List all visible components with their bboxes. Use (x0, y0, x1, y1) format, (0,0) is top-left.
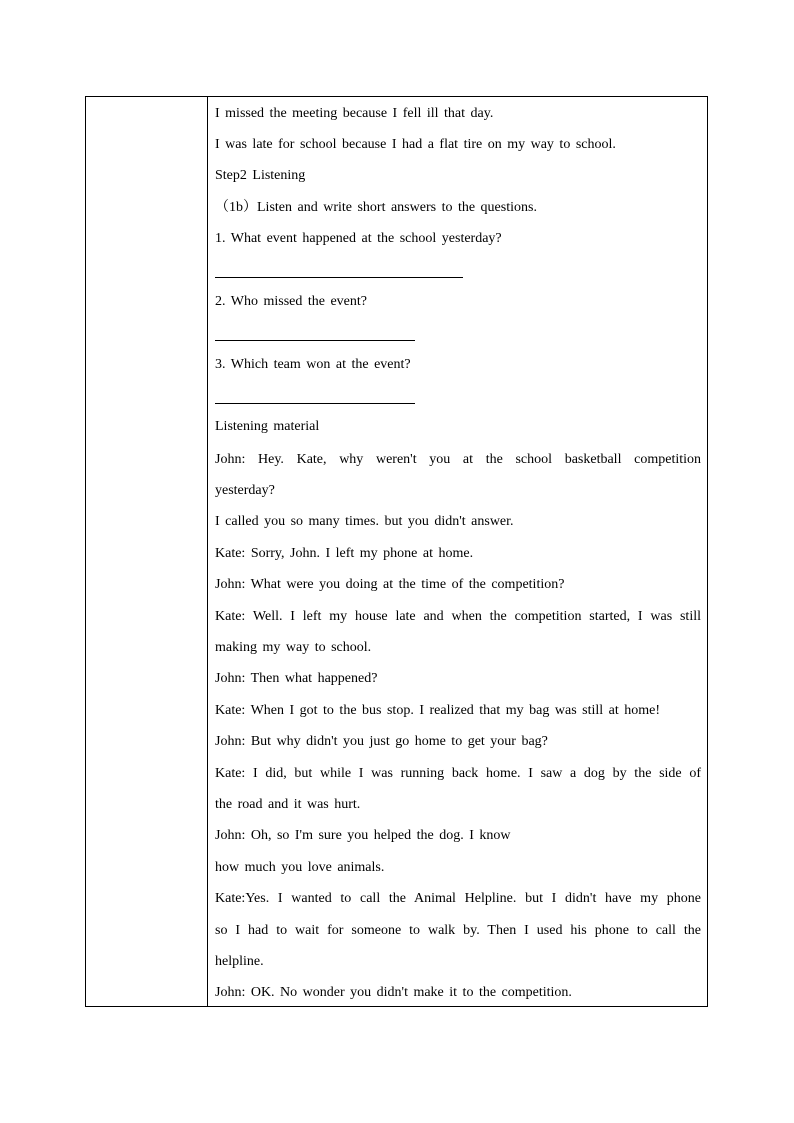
text-line: I was late for school because I had a flat tire on my way to school. (215, 137, 616, 152)
answer-blank-3[interactable] (215, 403, 415, 404)
dialogue-line: Kate: Well. I left my house late and when the competition started, I was still (215, 609, 701, 624)
text-line: I missed the meeting because I fell ill that day. (215, 106, 494, 121)
dialogue-line: the road and it was hurt. (215, 797, 361, 812)
dialogue-line: John: OK. No wonder you didn't make it to the competition. (215, 985, 572, 1000)
dialogue-line: yesterday? (215, 483, 275, 498)
dialogue-line: John: What were you doing at the time of the competition? (215, 577, 565, 592)
dialogue-line: Kate: I did, but while I was running back home. I saw a dog by the side of (215, 766, 701, 781)
material-title: Listening material (215, 419, 320, 434)
answer-blank-1[interactable] (215, 277, 463, 278)
question-3: 3. Which team won at the event? (215, 357, 411, 372)
lesson-table (85, 96, 708, 1007)
dialogue-line: John: Then what happened? (215, 671, 378, 686)
dialogue-line: John: But why didn't you just go home to get your bag? (215, 734, 548, 749)
dialogue-line: Kate: When I got to the bus stop. I realized that my bag was still at home! (215, 703, 661, 718)
content-cell (215, 97, 701, 1006)
dialogue-line: Kate: Sorry, John. I left my phone at home. (215, 546, 474, 561)
dialogue-line: I called you so many times. but you didn't answer. (215, 514, 514, 529)
left-column-cell (86, 97, 208, 1006)
dialogue-line: Kate:Yes. I wanted to call the Animal Helpline. but I didn't have my phone (215, 891, 701, 906)
dialogue-line: so I had to wait for someone to walk by. Then I used his phone to call the (215, 923, 701, 938)
dialogue-line: making my way to school. (215, 640, 372, 655)
answer-blank-2[interactable] (215, 340, 415, 341)
section-heading: Step2 Listening (215, 168, 306, 183)
dialogue-line: how much you love animals. (215, 860, 385, 875)
dialogue-line: helpline. (215, 954, 264, 969)
instruction: （1b）Listen and write short answers to the questions. (215, 200, 537, 215)
dialogue-line: John: Oh, so I'm sure you helped the dog. I know (215, 828, 511, 843)
question-2: 2. Who missed the event? (215, 294, 367, 309)
question-1: 1. What event happened at the school yesterday? (215, 231, 502, 246)
dialogue-line: John: Hey. Kate, why weren't you at the school basketball competition (215, 452, 701, 467)
